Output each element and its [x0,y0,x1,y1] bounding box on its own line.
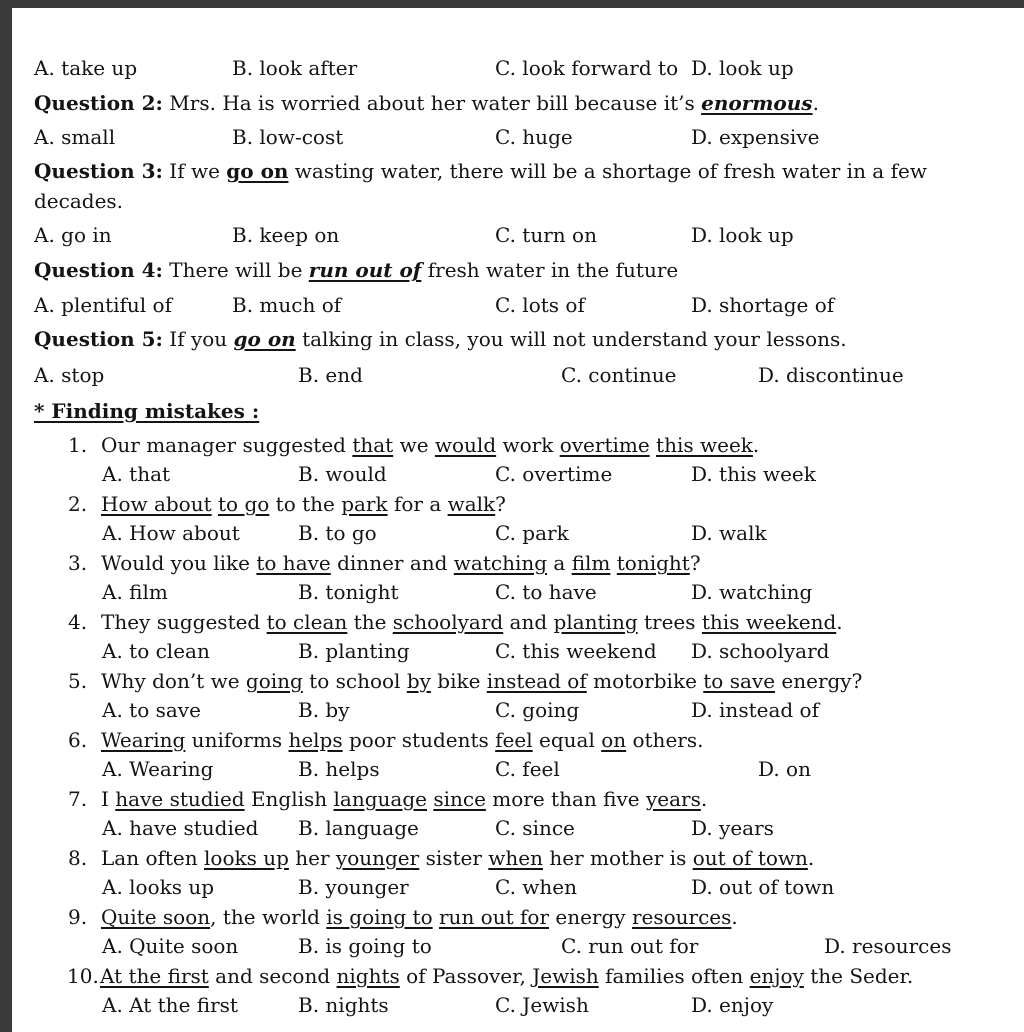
plain-part: Lan often [101,846,204,870]
mistake-option-a: A. Wearing [102,757,214,781]
underlined-part: nights [336,964,400,988]
underlined-part: going [245,669,303,693]
mistake-sentence-10 [12,961,1024,991]
mistake-sentence-1 [12,430,1024,460]
q5-stem: Question 5: If you go on talking in class, you will not understand your lessons. [34,327,847,351]
mistake-option-a: A. film [102,580,168,604]
mistake-sentence-3 [12,548,1024,578]
q5-label: Question 5: [34,327,163,351]
plain-part: ? [495,492,506,516]
mistake-number: 7. [68,787,88,811]
mistake-options-7 [12,813,1024,843]
q5-options [12,360,1024,390]
underlined-part: have studied [115,787,245,811]
q5-option-c: C. continue [561,363,677,387]
underlined-part: film [571,551,611,575]
mistake-option-c: C. run out for [561,934,699,958]
underlined-part: when [488,846,544,870]
mistake-sentence-text [101,843,814,873]
mistake-option-a: A. have studied [102,816,259,840]
mistake-sentence-text [101,784,707,814]
underlined-part: instead of [486,669,587,693]
q3-option-a: A. go in [34,223,112,247]
q2-option-b: B. low-cost [232,125,344,149]
plain-part: a [547,551,572,575]
plain-part: the [347,610,393,634]
mistake-option-b: B. tonight [298,580,399,604]
plain-part: energy [549,905,632,929]
mistake-option-a: A. How about [102,521,240,545]
underlined-part: to have [256,551,331,575]
underlined-part: park [341,492,388,516]
q4-options [12,290,1024,320]
q3-option-b: B. keep on [232,223,340,247]
mistake-options-1 [12,459,1024,489]
q2-option-d: D. expensive [691,125,820,149]
underlined-part: is going to [326,905,433,929]
mistake-option-a: A. looks up [102,875,215,899]
q2-options [12,122,1024,152]
mistake-option-d: D. this week [691,462,816,486]
plain-part: and [503,610,554,634]
mistake-number: 9. [68,905,88,929]
underlined-part: watching [453,551,548,575]
mistake-number: 1. [68,433,88,457]
plain-part: equal [532,728,602,752]
mistake-options-2 [12,518,1024,548]
plain-part: her mother is [543,846,693,870]
plain-part: dinner and [330,551,454,575]
plain-part: energy? [775,669,863,693]
mistake-sentence-2 [12,489,1024,519]
plain-part: Would you like [101,551,257,575]
q1-option-a: A. take up [34,56,138,80]
mistake-sentence-7 [12,784,1024,814]
mistake-number: 5. [68,669,88,693]
mistake-number: 2. [68,492,88,516]
underlined-part: run out for [439,905,549,929]
plain-part: to school [302,669,407,693]
mistake-option-b: B. by [298,698,350,722]
mistake-option-d: D. resources [824,934,952,958]
mistake-option-d: D. out of town [691,875,835,899]
mistake-option-a: A. At the first [102,993,238,1017]
mistake-sentence-text [101,489,506,519]
q3-options [12,220,1024,250]
q2-stem: Question 2: Mrs. Ha is worried about her water bill because it’s enormous. [34,91,819,115]
underlined-part: to go [218,492,270,516]
q3-label: Question 3: [34,159,163,183]
q4-option-c: C. lots of [495,293,585,317]
underlined-part: would [434,433,497,457]
mistake-option-c: C. overtime [495,462,613,486]
plain-part: Why don’t we [101,669,246,693]
plain-part: . [731,905,738,929]
mistake-option-b: B. nights [298,993,389,1017]
q3-stem-continuation: decades. [34,189,124,213]
mistake-option-b: B. helps [298,757,380,781]
mistake-options-9 [12,931,1024,961]
q3-option-c: C. turn on [495,223,597,247]
mistake-sentence-text [101,548,701,578]
finding-mistakes-heading: * Finding mistakes : [34,399,260,423]
q5-keyword: go on [233,327,296,351]
plain-part: work [496,433,560,457]
mistake-sentence-text [101,725,703,755]
mistake-number: 4. [68,610,88,634]
q3-stem: Question 3: If we go on wasting water, there will be a shortage of fresh water in a few [34,159,927,183]
plain-part: sister [419,846,489,870]
mistake-option-a: A. Quite soon [102,934,239,958]
plain-part: poor students [342,728,496,752]
mistake-option-a: A. that [102,462,171,486]
mistake-sentence-5 [12,666,1024,696]
plain-part: motorbike [586,669,704,693]
underlined-part: resources [631,905,732,929]
underlined-part: younger [335,846,420,870]
mistake-option-d: D. years [691,816,774,840]
q2-label: Question 2: [34,91,163,115]
q4-keyword: run out of [308,258,422,282]
underlined-part: that [352,433,394,457]
plain-part: . [836,610,843,634]
q5-option-a: A. stop [34,363,105,387]
mistake-sentence-text [101,902,738,932]
underlined-part: language [333,787,427,811]
mistake-option-b: B. planting [298,639,410,663]
underlined-part: Quite soon [101,905,211,929]
plain-part: more than five [485,787,646,811]
mistake-options-10 [12,990,1024,1020]
underlined-part: feel [495,728,533,752]
q4-option-b: B. much of [232,293,342,317]
underlined-part: At the first [100,964,209,988]
plain-part: They suggested [101,610,267,634]
mistake-option-c: C. going [495,698,580,722]
plain-part: to the [269,492,342,516]
mistake-options-3 [12,577,1024,607]
underlined-part: overtime [559,433,650,457]
mistake-options-6 [12,754,1024,784]
mistake-option-c: C. Jewish [495,993,589,1017]
mistake-option-c: C. when [495,875,578,899]
mistake-sentence-4 [12,607,1024,637]
mistake-option-d: D. walk [691,521,767,545]
mistake-number: 8. [68,846,88,870]
plain-part: Our manager suggested [101,433,353,457]
plain-part: . [807,846,815,870]
plain-part: trees [637,610,702,634]
underlined-part: to clean [266,610,348,634]
underlined-part: Jewish [532,964,599,988]
plain-part: we [393,433,435,457]
underlined-part: this week [656,433,753,457]
q5-option-b: B. end [298,363,363,387]
mistake-option-c: C. since [495,816,575,840]
plain-part: for a [387,492,448,516]
plain-part: and second [208,964,337,988]
plain-part: . [752,433,760,457]
q5-option-d: D. discontinue [758,363,904,387]
mistake-options-4 [12,636,1024,666]
q2-option-c: C. huge [495,125,573,149]
worksheet-page [12,8,1024,1032]
mistake-option-c: C. to have [495,580,597,604]
mistake-option-a: A. to clean [102,639,210,663]
plain-part: others. [626,728,704,752]
mistake-option-d: D. watching [691,580,813,604]
mistake-number: 10. [67,964,99,988]
q1-option-b: B. look after [232,56,358,80]
q4-option-a: A. plentiful of [34,293,172,317]
underlined-part: this weekend [701,610,837,634]
plain-part: uniforms [185,728,289,752]
q2-option-a: A. small [34,125,116,149]
mistake-number: 3. [68,551,88,575]
plain-part: families often [598,964,750,988]
mistake-sentence-text [100,961,913,991]
q1-options [12,53,1024,83]
mistake-option-a: A. to save [102,698,201,722]
underlined-part: on [601,728,627,752]
q1-option-d: D. look up [691,56,794,80]
mistake-option-b: B. language [298,816,419,840]
mistake-option-c: C. park [495,521,569,545]
mistake-sentence-8 [12,843,1024,873]
underlined-part: by [406,669,431,693]
plain-part: the Seder. [803,964,914,988]
underlined-part: looks up [204,846,289,870]
underlined-part: tonight [616,551,690,575]
underlined-part: Wearing [101,728,186,752]
underlined-part: schoolyard [392,610,504,634]
mistake-sentence-text [101,430,759,460]
underlined-part: to save [703,669,776,693]
underlined-part: enjoy [749,964,804,988]
q2-keyword: enormous [701,91,813,115]
mistake-sentence-6 [12,725,1024,755]
underlined-part: helps [288,728,343,752]
q3-keyword: go on [226,159,289,183]
mistake-option-b: B. is going to [298,934,432,958]
mistake-option-d: D. schoolyard [691,639,830,663]
underlined-part: years [645,787,701,811]
mistake-sentence-text [101,666,862,696]
mistake-option-b: B. to go [298,521,377,545]
q4-label: Question 4: [34,258,163,282]
mistake-options-8 [12,872,1024,902]
underlined-part: How about [101,492,212,516]
mistake-sentence-text [101,607,843,637]
q1-option-c: C. look forward to [495,56,679,80]
mistake-option-d: D. on [758,757,811,781]
underlined-part: planting [553,610,638,634]
mistake-option-b: B. would [298,462,387,486]
mistake-option-b: B. younger [298,875,409,899]
mistake-options-5 [12,695,1024,725]
plain-part: her [288,846,336,870]
q4-stem: Question 4: There will be run out of fresh water in the future [34,258,679,282]
plain-part: I [101,787,116,811]
plain-part: ? [689,551,701,575]
mistake-number: 6. [68,728,88,752]
underlined-part: walk [447,492,496,516]
finding-mistakes-heading-row [12,396,1024,426]
mistake-sentence-9 [12,902,1024,932]
q3-option-d: D. look up [691,223,794,247]
underlined-part: since [433,787,486,811]
mistake-option-d: D. instead of [691,698,819,722]
plain-part: of Passover, [399,964,533,988]
q4-option-d: D. shortage of [691,293,835,317]
mistake-option-c: C. feel [495,757,560,781]
plain-part: bike [430,669,487,693]
mistake-option-d: D. enjoy [691,993,774,1017]
plain-part: . [700,787,708,811]
plain-part: English [244,787,334,811]
underlined-part: out of town [692,846,808,870]
plain-part: , the world [210,905,327,929]
mistake-option-c: C. this weekend [495,639,657,663]
